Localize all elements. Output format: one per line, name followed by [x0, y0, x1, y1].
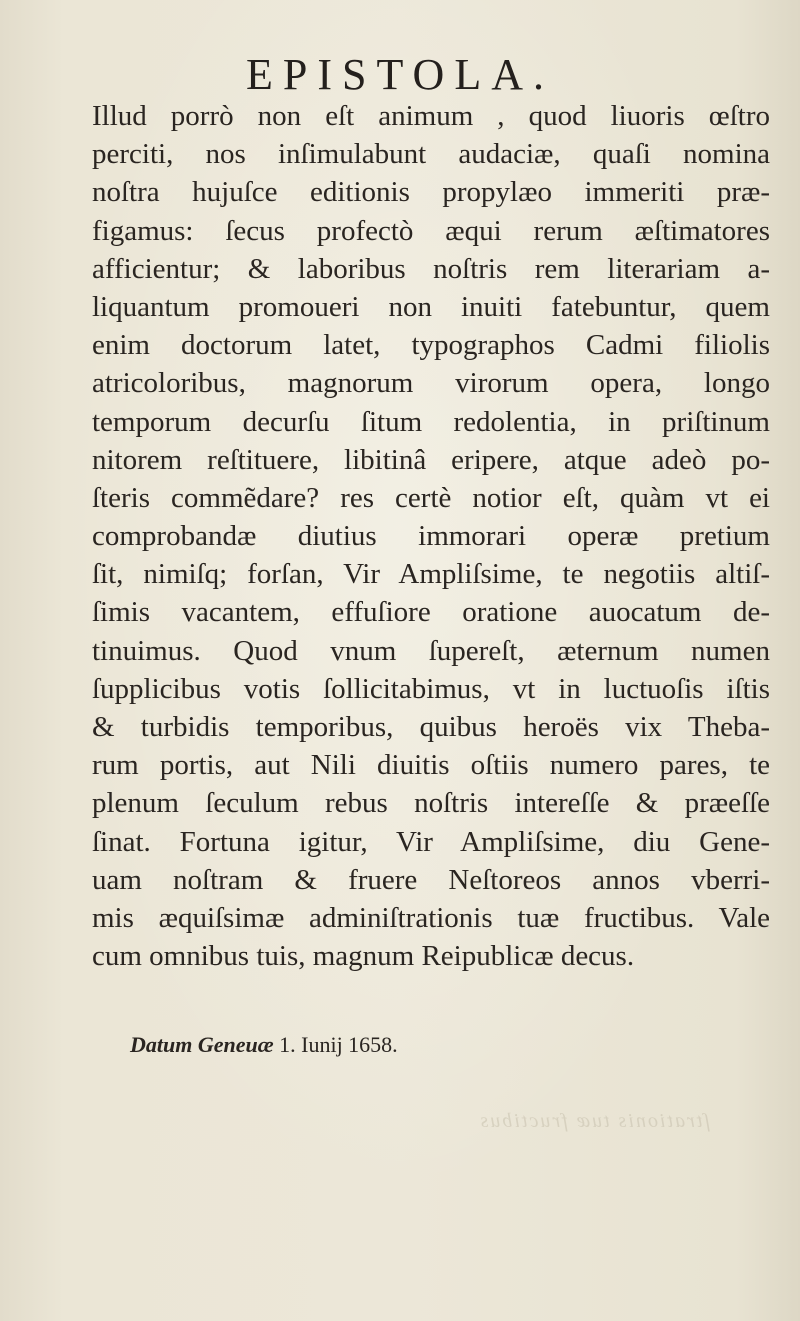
page-heading: EPISTOLA.	[246, 50, 554, 99]
text-line: figamus: ſecus profectò æqui rerum æſtimatores	[92, 214, 770, 247]
text-line: perciti, nos inſimulabunt audaciæ, quaſi nomina	[92, 138, 770, 171]
text-line: liquantum promoueri non inuiti fatebuntur, quem	[92, 290, 770, 323]
text-line: mis æquiſsimæ adminiſtrationis tuæ fructibus. Vale	[92, 901, 770, 934]
text-line: nitorem reſtituere, libitinâ eripere, atque adeò po-	[92, 443, 770, 476]
text-line: noſtra hujuſce editionis propylæo immeriti præ-	[92, 176, 770, 209]
text-line: cum omnibus tuis, magnum Reipublicæ decus.	[92, 940, 635, 973]
text-line: plenum ſeculum rebus noſtris intereſſe & præeſſe	[92, 787, 770, 820]
text-line: Illud porrò non eſt animum , quod liuoris œſtro	[92, 100, 770, 132]
text-line: ſimis vacantem, effuſiore oratione auocatum de-	[92, 596, 770, 629]
letter-body	[92, 97, 770, 975]
text-line: & turbidis temporibus, quibus heroës vix Theba-	[92, 711, 770, 743]
text-line: comprobandæ diutius immorari operæ pretium	[92, 520, 770, 553]
text-line: tinuimus. Quod vnum ſupereſt, æternum numen	[92, 634, 770, 667]
text-line: temporum decurſu ſitum redolentia, in priſtinum	[92, 405, 770, 438]
text-line: ſinat. Fortuna igitur, Vir Ampliſsime, diu Gene-	[92, 825, 770, 858]
text-line: uam noſtram & fruere Neſtoreos annos vberri-	[92, 863, 770, 896]
dateline-date: 1. Iunij 1658.	[279, 1032, 398, 1057]
text-line: rum portis, aut Nili diuitis oſtiis numero pares, te	[92, 749, 770, 782]
bleed-through-text: ſtrationis tuæ fructibus	[478, 1110, 710, 1132]
dateline	[130, 1030, 398, 1060]
text-line: ſupplicibus votis ſollicitabimus, vt in luctuoſis iſtis	[92, 672, 770, 705]
text-line: ſteris commẽdare? res certè notior eſt, quàm vt ei	[92, 481, 770, 514]
dateline-place: Datum Geneuæ	[130, 1032, 274, 1057]
text-line: atricoloribus, magnorum virorum opera, longo	[92, 367, 770, 400]
text-line: afficientur; & laboribus noſtris rem literariam a-	[92, 252, 770, 285]
text-line: enim doctorum latet, typographos Cadmi filiolis	[92, 329, 770, 362]
text-line: ſit, nimiſq; forſan, Vir Ampliſsime, te negotiis altiſ-	[92, 558, 770, 591]
